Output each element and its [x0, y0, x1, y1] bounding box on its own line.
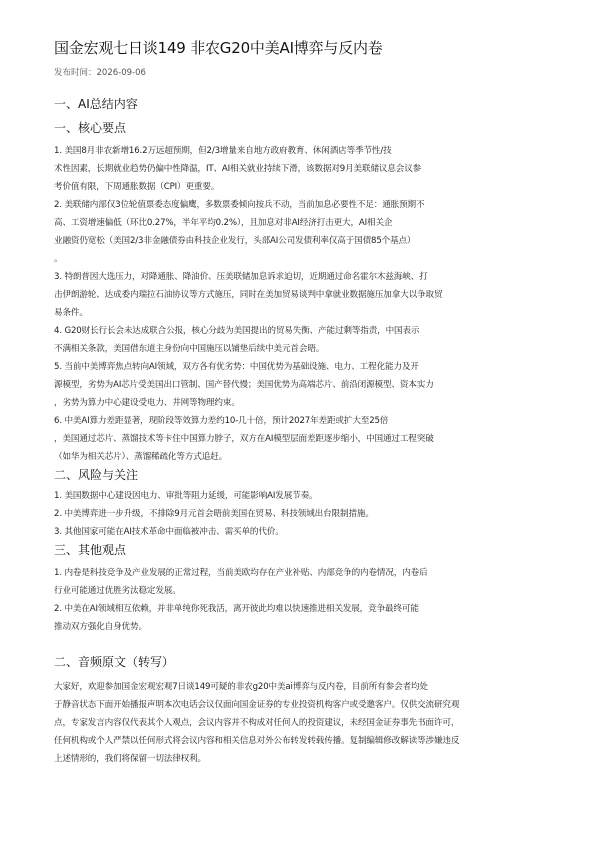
text-line: 源模型，劣势为AI芯片受美国出口管制、国产替代慢；美国优势为高端芯片、前沿闭源模型、资本实力 — [54, 380, 434, 390]
publish-date-value: 2026-09-06 — [96, 68, 146, 78]
text-line: 大家好，欢迎参加国金宏观宏观7日谈149可疑的非农g20中美ai博弈与反内卷，目前所有参会者均处 — [54, 682, 428, 692]
text-line: ，劣势为算力中心建设受电力、井网等物理约束。 — [54, 398, 240, 408]
text-line: 1. 美国8月非农新增16.2万远超预期，但2/3增量来自地方政府教育、休闲酒店等季节性/技 — [54, 146, 392, 156]
text-line: 。 — [54, 254, 63, 264]
text-line: 上述情形的，我们将保留一切法律权利。 — [54, 754, 206, 764]
text-line: ，美国通过芯片、蒸馏技术等卡住中国算力脖子，双方在AI模型层面差距逐步缩小，中国通过工程突破 — [54, 434, 434, 444]
text-line: 5. 当前中美博弈焦点转向AI领域，双方各有优劣势：中国优势为基础设施、电力、工程化能力及开 — [54, 362, 419, 372]
text-line: 2. 中美在AI领域相互依赖，并非单纯你死我活，离开彼此均难以快速推进相关发展，竞争最终可能 — [54, 604, 419, 614]
section-heading-transcript: 二、音频原文（转写） — [54, 655, 175, 669]
section-heading-key-points: 一、核心要点 — [54, 121, 127, 135]
text-line: 1. 内卷是科技竞争及产业发展的正常过程，当前美欧均存在产业补贴、内部竞争的内卷情况，内卷后 — [54, 568, 428, 578]
text-line: （如华为相关芯片）、蒸馏稀疏化等方式追赶。 — [54, 452, 228, 462]
text-line: 3. 其他国家可能在AI技术革命中面临被冲击、需买单的代价。 — [54, 527, 284, 537]
text-line: 2. 美联储内部仅3位轮值票委态度偏鹰，多数票委倾向按兵不动，当前加息必要性不足：通胀预期不 — [54, 200, 425, 210]
text-line: 1. 美国数据中心建设因电力、审批等阻力延缓，可能影响AI发展节奏。 — [54, 491, 318, 501]
text-line: 于静音状态下面开始播报声明本次电话会议仅面向国金证券的专业投资机构客户或受邀客户。仅供交流研究观 — [54, 700, 460, 710]
text-line: 高、工资增速偏低（环比0.27%，半年平均0.2%），且加息对非AI经济打击更大，AI相关企 — [54, 218, 393, 228]
text-line: 推动双方强化自身优势。 — [54, 622, 147, 632]
text-line: 4. G20财长行长会未达成联合公报，核心分歧为美国提出的贸易失衡、产能过剩等指责，中国表示 — [54, 326, 420, 336]
publish-date — [54, 66, 146, 78]
text-line: 点，专家发言内容仅代表其个人观点，会议内容并不构成对任何人的投资建议，未经国金证券事先书面许可， — [54, 718, 460, 728]
text-line: 任何机构或个人严禁以任何形式将会议内容和相关信息对外公布转发转载传播。复制编辑修改解读等涉嫌违反 — [54, 736, 460, 746]
text-line: 3. 特朗普因大选压力，对降通胀、降油价、压美联储加息诉求迫切，近期通过命名霍尔木兹海峡、打 — [54, 272, 428, 282]
page-title: 国金宏观七日谈149 非农G20中美AI博弈与反内卷 — [54, 39, 383, 57]
text-line: 6. 中美AI算力差距显著，现阶段等效算力差约10-几十倍，预计2027年差距或扩大至25倍 — [54, 416, 389, 426]
text-line: 考价值有限，下周通胀数据（CPI）更重要。 — [54, 182, 220, 192]
publish-date-label: 发布时间： — [54, 68, 97, 78]
text-line: 易条件。 — [54, 308, 88, 318]
text-line: 行业可能通过优胜劣汰稳定发展。 — [54, 586, 181, 596]
text-line: 击伊朗游轮、达成委内瑞拉石油协议等方式施压，同时在美加贸易谈判中拿就业数据施压加拿大以争取贸 — [54, 290, 443, 300]
section-heading-ai-summary: 一、AI总结内容 — [54, 97, 138, 111]
text-line: 2. 中美博弈进一步升级，不排除9月元首会晤前美国在贸易、科技领域出台限制措施。 — [54, 509, 374, 519]
text-line: 不满相关条款，美国借东道主身份向中国施压以铺垫后续中美元首会晤。 — [54, 344, 325, 354]
text-line: 业融资仍宽松（美国2/3非金融债券由科技企业发行，头部AI公司发债利率仅高于国债85个基点） — [54, 236, 416, 246]
section-heading-others: 三、其他观点 — [54, 543, 127, 557]
text-line: 术性因素，长期就业趋势仍偏中性降温，IT、AI相关就业持续下滑，该数据对9月美联储议息会议参 — [54, 164, 422, 174]
section-heading-risks: 二、风险与关注 — [54, 468, 139, 482]
